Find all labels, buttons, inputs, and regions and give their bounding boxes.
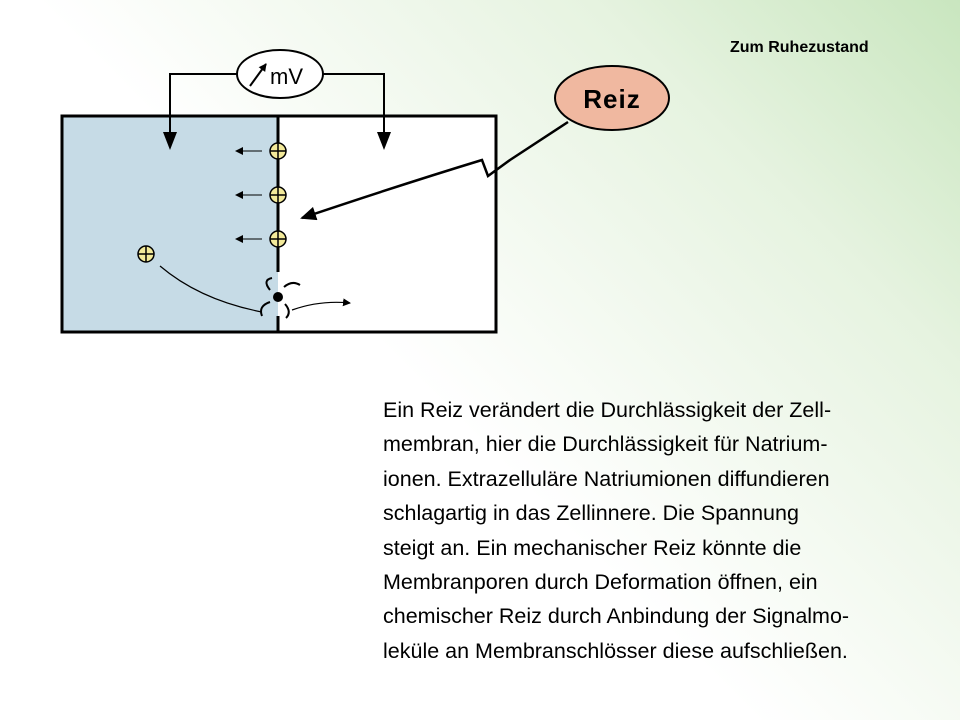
extracellular-compartment (278, 116, 496, 332)
explanation-text (383, 393, 913, 668)
text-line: schlagartig in das Zellinnere. Die Spannung (383, 501, 799, 526)
voltmeter-unit: mV (270, 64, 303, 89)
text-line: leküle an Membranschlösser diese aufschließen. (383, 638, 848, 663)
text-line: chemischer Reiz durch Anbindung der Signalmo- (383, 604, 850, 629)
rest-state-link[interactable]: Zum Ruhezustand (730, 39, 869, 56)
text-line: ionen. Extrazelluläre Natriumionen diffundieren (383, 466, 830, 491)
sodium-ion (270, 231, 286, 247)
stimulus-label: Reiz (583, 84, 641, 114)
text-line: steigt an. Ein mechanischer Reiz könnte die (383, 535, 802, 560)
sodium-ion (270, 143, 286, 159)
sodium-ion-internal (138, 246, 154, 262)
stimulus (555, 66, 669, 130)
sodium-ion (270, 187, 286, 203)
text-line: Ein Reiz verändert die Durchlässigkeit der Zell- (383, 398, 832, 422)
voltmeter (237, 50, 323, 98)
text-line: membran, hier die Durchlässigkeit für Natrium- (383, 432, 828, 457)
text-line: Membranporen durch Deformation öffnen, ein (383, 570, 818, 595)
